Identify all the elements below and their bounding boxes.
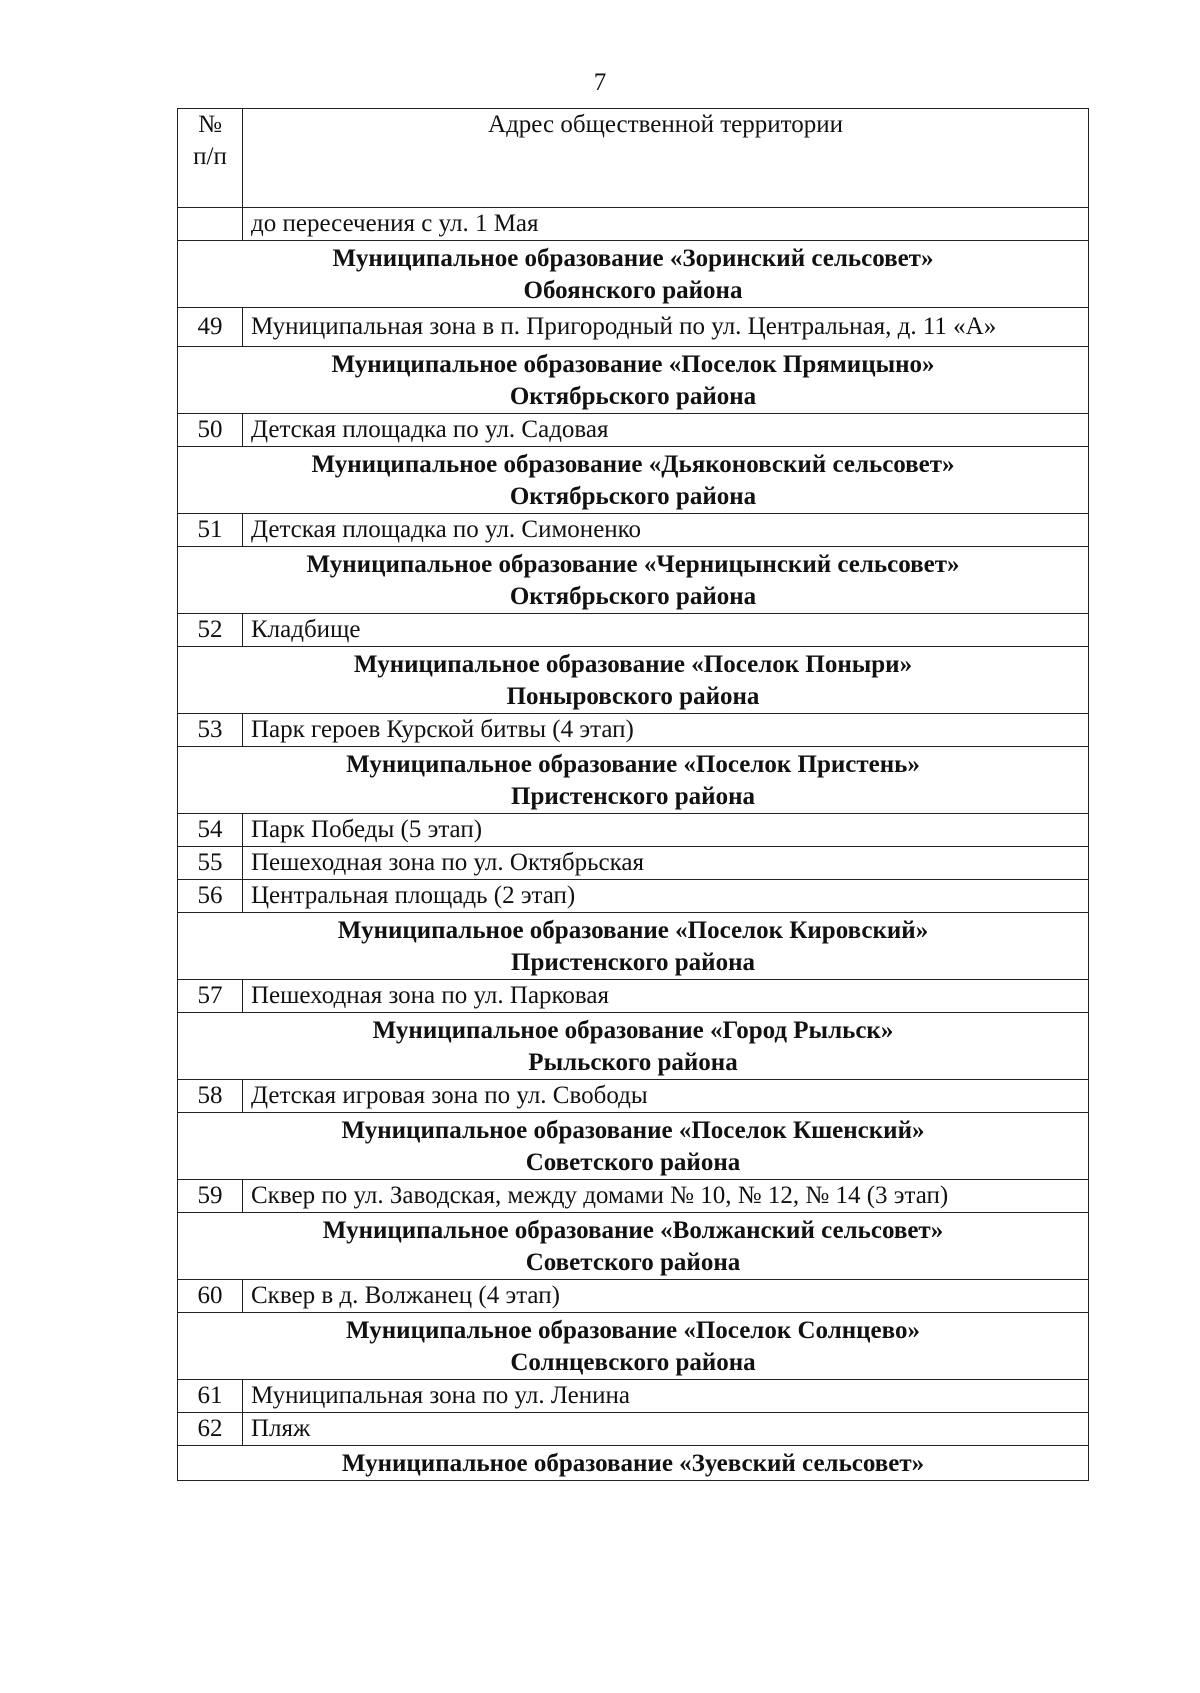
row-address: Сквер по ул. Заводская, между домами № 10, № 12, № 14 (3 этап)	[243, 1180, 1089, 1213]
row-number: 55	[178, 847, 243, 880]
municipality-group-row	[178, 447, 1089, 514]
municipality-group-row	[178, 1113, 1089, 1180]
row-number: 56	[178, 880, 243, 913]
municipality-group-cell	[178, 447, 1089, 514]
municipality-group-cell	[178, 1446, 1089, 1481]
municipality-name: Муниципальное образование «Зоринский сельсовет»	[332, 245, 934, 272]
table-row	[178, 1180, 1089, 1213]
municipality-group-row	[178, 1013, 1089, 1080]
row-address: Пешеходная зона по ул. Парковая	[243, 980, 1089, 1013]
municipality-name: Муниципальное образование «Поселок Кировский»	[337, 917, 929, 944]
table-header-row	[178, 109, 1089, 208]
municipality-district: Пристенского района	[511, 949, 755, 976]
municipality-group-cell	[178, 913, 1089, 980]
table-row	[178, 880, 1089, 913]
row-number: 59	[178, 1180, 243, 1213]
table-body	[178, 208, 1089, 1481]
municipality-district: Рыльского района	[528, 1049, 738, 1076]
municipality-group-cell	[178, 347, 1089, 414]
table-row	[178, 1280, 1089, 1313]
table-row	[178, 1413, 1089, 1446]
municipality-district: Обоянского района	[523, 277, 743, 304]
table-row	[178, 714, 1089, 747]
row-number: 58	[178, 1080, 243, 1113]
table-row	[178, 847, 1089, 880]
row-address: Муниципальная зона в п. Пригородный по ул. Центральная, д. 11 «А»	[243, 308, 1089, 347]
row-number: 54	[178, 814, 243, 847]
municipality-name: Муниципальное образование «Черницынский сельсовет»	[306, 551, 960, 578]
row-number: 53	[178, 714, 243, 747]
row-number: 49	[178, 308, 243, 347]
municipality-group-row	[178, 1446, 1089, 1481]
municipality-district: Октябрьского района	[509, 483, 757, 510]
municipality-district: Октябрьского района	[509, 583, 757, 610]
table-row	[178, 308, 1089, 347]
municipality-group-row	[178, 913, 1089, 980]
column-header-number	[178, 109, 243, 208]
column-header-number-line2: п/п	[193, 143, 227, 170]
municipality-group-cell	[178, 241, 1089, 308]
municipality-name: Муниципальное образование «Волжанский сельсовет»	[322, 1217, 944, 1244]
row-number: 52	[178, 614, 243, 647]
municipality-group-cell	[178, 547, 1089, 614]
row-number: 51	[178, 514, 243, 547]
municipality-district: Поныровского района	[506, 683, 760, 710]
municipality-district: Советского района	[525, 1149, 741, 1176]
table-row	[178, 1380, 1089, 1413]
table-row	[178, 980, 1089, 1013]
row-address: до пересечения с ул. 1 Мая	[243, 208, 1089, 241]
table-row	[178, 208, 1089, 241]
municipality-group-row	[178, 1213, 1089, 1280]
municipality-name: Муниципальное образование «Город Рыльск»	[372, 1017, 894, 1044]
municipality-group-row	[178, 1313, 1089, 1380]
row-number	[178, 208, 243, 241]
table-row	[178, 1080, 1089, 1113]
municipality-group-row	[178, 347, 1089, 414]
municipality-district: Октябрьского района	[509, 383, 757, 410]
municipality-name: Муниципальное образование «Поселок Прямицыно»	[331, 351, 935, 378]
column-header-number-line1: №	[198, 111, 222, 138]
row-address: Парк героев Курской битвы (4 этап)	[243, 714, 1089, 747]
table-row	[178, 514, 1089, 547]
row-number: 61	[178, 1380, 243, 1413]
municipality-district: Пристенского района	[511, 783, 755, 810]
row-number: 57	[178, 980, 243, 1013]
municipality-group-row	[178, 241, 1089, 308]
municipality-group-cell	[178, 1013, 1089, 1080]
municipality-group-row	[178, 747, 1089, 814]
row-address: Муниципальная зона по ул. Ленина	[243, 1380, 1089, 1413]
row-address: Детская игровая зона по ул. Свободы	[243, 1080, 1089, 1113]
municipality-group-cell	[178, 1213, 1089, 1280]
row-address: Пляж	[243, 1413, 1089, 1446]
municipality-group-cell	[178, 647, 1089, 714]
row-address: Детская площадка по ул. Садовая	[243, 414, 1089, 447]
table-row	[178, 414, 1089, 447]
municipality-name: Муниципальное образование «Поселок Пристень»	[346, 751, 920, 778]
table-row	[178, 814, 1089, 847]
column-header-address: Адрес общественной территории	[243, 109, 1089, 208]
table-row	[178, 614, 1089, 647]
row-address: Пешеходная зона по ул. Октябрьская	[243, 847, 1089, 880]
municipality-name: Муниципальное образование «Зуевский сельсовет»	[341, 1450, 925, 1477]
territory-table	[177, 108, 1089, 1481]
municipality-name: Муниципальное образование «Поселок Поныри»	[353, 651, 913, 678]
row-address: Детская площадка по ул. Симоненко	[243, 514, 1089, 547]
row-address: Парк Победы (5 этап)	[243, 814, 1089, 847]
page-number: 7	[593, 69, 607, 96]
municipality-group-cell	[178, 747, 1089, 814]
row-number: 60	[178, 1280, 243, 1313]
municipality-name: Муниципальное образование «Поселок Кшенский»	[341, 1117, 925, 1144]
row-number: 50	[178, 414, 243, 447]
municipality-name: Муниципальное образование «Дьяконовский сельсовет»	[311, 451, 955, 478]
municipality-group-row	[178, 547, 1089, 614]
row-address: Центральная площадь (2 этап)	[243, 880, 1089, 913]
municipality-group-cell	[178, 1113, 1089, 1180]
row-address: Кладбище	[243, 614, 1089, 647]
row-number: 62	[178, 1413, 243, 1446]
row-address: Сквер в д. Волжанец (4 этап)	[243, 1280, 1089, 1313]
municipality-name: Муниципальное образование «Поселок Солнцево»	[346, 1317, 920, 1344]
municipality-district: Солнцевского района	[510, 1349, 756, 1376]
municipality-group-cell	[178, 1313, 1089, 1380]
municipality-group-row	[178, 647, 1089, 714]
municipality-district: Советского района	[525, 1249, 741, 1276]
